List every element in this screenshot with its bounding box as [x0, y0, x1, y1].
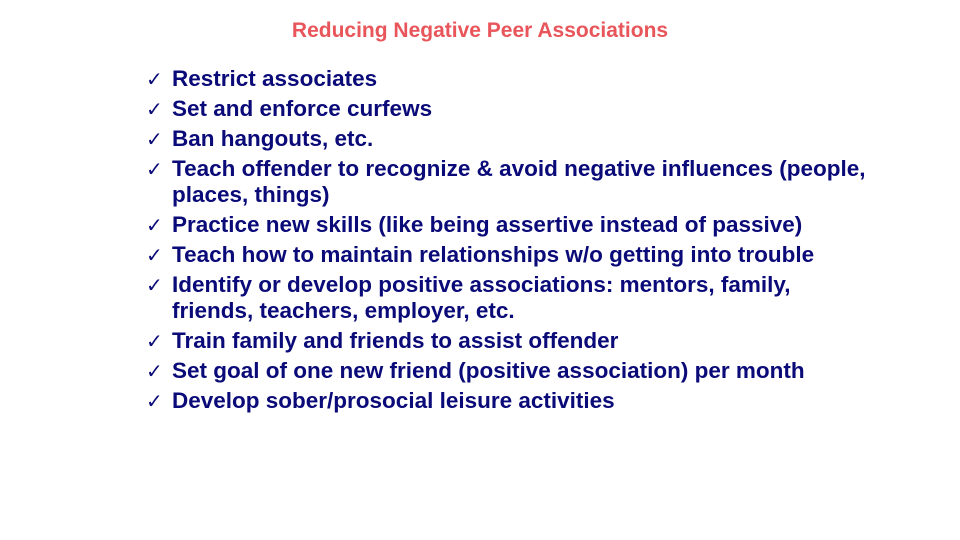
bullet-text: Restrict associates [172, 66, 378, 91]
bullet-item [146, 126, 866, 152]
bullet-item [146, 66, 866, 92]
checkmark-icon: ✓ [146, 127, 163, 151]
bullet-text: Practice new skills (like being assertive instead of passive) [172, 212, 803, 237]
checkmark-icon: ✓ [146, 97, 163, 121]
checkmark-icon: ✓ [146, 243, 163, 267]
checkmark-icon: ✓ [146, 213, 163, 237]
bullet-list [146, 66, 866, 418]
checkmark-icon: ✓ [146, 359, 163, 383]
checkmark-icon: ✓ [146, 389, 163, 413]
bullet-text: Develop sober/prosocial leisure activities [172, 388, 615, 413]
slide-title: Reducing Negative Peer Associations [291, 19, 669, 42]
checkmark-icon: ✓ [146, 157, 163, 181]
bullet-item [146, 388, 866, 414]
checkmark-icon: ✓ [146, 67, 163, 91]
bullet-item [146, 358, 866, 384]
bullet-text: Ban hangouts, etc. [172, 126, 374, 151]
bullet-text: Teach offender to recognize & avoid negative influences (people, places, things) [172, 156, 866, 207]
bullet-text: Set goal of one new friend (positive association) per month [172, 358, 805, 383]
bullet-item [146, 212, 866, 238]
bullet-item [146, 328, 866, 354]
bullet-text: Set and enforce curfews [172, 96, 433, 121]
bullet-text: Train family and friends to assist offender [172, 328, 619, 353]
bullet-text: Identify or develop positive associations: mentors, family, friends, teachers, employer, etc. [172, 272, 791, 323]
bullet-item [146, 272, 866, 324]
bullet-item [146, 96, 866, 122]
bullet-item [146, 156, 866, 208]
bullet-item [146, 242, 866, 268]
bullet-text: Teach how to maintain relationships w/o getting into trouble [172, 242, 815, 267]
checkmark-icon: ✓ [146, 329, 163, 353]
checkmark-icon: ✓ [146, 273, 163, 297]
